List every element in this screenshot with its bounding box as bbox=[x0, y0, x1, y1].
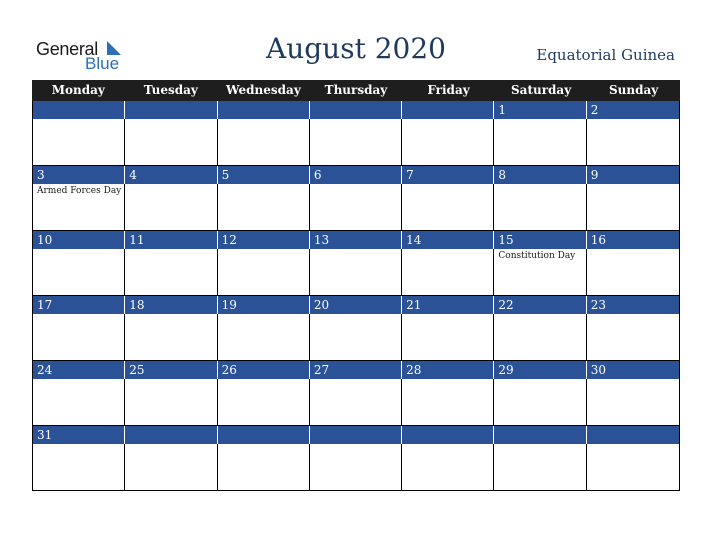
day-number: 3 bbox=[33, 166, 125, 184]
day-number bbox=[125, 426, 217, 444]
day-cell[interactable] bbox=[587, 444, 679, 490]
day-cell[interactable]: Armed Forces Day bbox=[33, 184, 125, 230]
day-cell[interactable] bbox=[125, 314, 217, 360]
weekday-header bbox=[32, 80, 680, 101]
day-cell[interactable] bbox=[494, 444, 586, 490]
day-number: 27 bbox=[310, 361, 402, 379]
day-number: 9 bbox=[590, 168, 599, 182]
day-number: 21 bbox=[402, 296, 494, 314]
weekday-sunday: Sunday bbox=[609, 83, 659, 97]
day-cell[interactable] bbox=[587, 119, 679, 165]
day-cell[interactable] bbox=[310, 184, 402, 230]
day-number: 25 bbox=[125, 361, 217, 379]
day-number: 6 bbox=[310, 166, 402, 184]
day-number bbox=[310, 426, 402, 444]
weeks-container bbox=[32, 101, 680, 491]
week-row bbox=[32, 361, 680, 426]
day-cell[interactable] bbox=[587, 249, 679, 295]
day-cell[interactable] bbox=[125, 249, 217, 295]
day-cell[interactable] bbox=[587, 184, 679, 230]
weekday-monday: Monday bbox=[51, 83, 105, 97]
day-number: 19 bbox=[218, 296, 310, 314]
week-row bbox=[32, 296, 680, 361]
day-number: 18 bbox=[125, 296, 217, 314]
week-date-band bbox=[33, 361, 679, 379]
day-number: 4 bbox=[125, 166, 217, 184]
day-cell[interactable] bbox=[402, 314, 494, 360]
day-cell[interactable] bbox=[587, 379, 679, 425]
day-number: 12 bbox=[218, 231, 310, 249]
day-cell[interactable] bbox=[33, 444, 125, 490]
day-cell[interactable] bbox=[125, 379, 217, 425]
day-cell[interactable] bbox=[494, 314, 586, 360]
week-date-band bbox=[33, 426, 679, 444]
day-number bbox=[402, 101, 494, 119]
weekday-thursday: Thursday bbox=[324, 83, 388, 97]
day-number: 7 bbox=[402, 166, 494, 184]
day-cell[interactable] bbox=[402, 119, 494, 165]
week-row bbox=[32, 101, 680, 166]
day-cell[interactable] bbox=[125, 444, 217, 490]
day-number bbox=[33, 101, 125, 119]
week-date-band bbox=[33, 101, 679, 119]
day-cell[interactable] bbox=[494, 184, 586, 230]
day-number: 26 bbox=[218, 361, 310, 379]
day-cell[interactable] bbox=[310, 119, 402, 165]
day-number bbox=[494, 426, 586, 444]
day-cell[interactable] bbox=[494, 379, 586, 425]
day-number: 14 bbox=[402, 231, 494, 249]
day-number bbox=[218, 426, 310, 444]
day-cell[interactable] bbox=[587, 314, 679, 360]
weekday-wednesday: Wednesday bbox=[226, 83, 301, 97]
day-cell[interactable] bbox=[218, 444, 310, 490]
day-cell[interactable] bbox=[218, 379, 310, 425]
day-number: 15 bbox=[494, 231, 586, 249]
day-cell[interactable] bbox=[310, 379, 402, 425]
day-number: 10 bbox=[33, 231, 125, 249]
week-event-area bbox=[33, 249, 679, 296]
week-row bbox=[32, 166, 680, 231]
day-number: 1 bbox=[494, 101, 586, 119]
weekday-tuesday: Tuesday bbox=[143, 83, 198, 97]
day-cell[interactable] bbox=[494, 119, 586, 165]
calendar-grid bbox=[32, 80, 680, 491]
week-date-band bbox=[33, 296, 679, 314]
day-cell[interactable] bbox=[402, 379, 494, 425]
day-number: 31 bbox=[33, 426, 125, 444]
day-number: 28 bbox=[402, 361, 494, 379]
day-number bbox=[125, 101, 217, 119]
day-number bbox=[310, 101, 402, 119]
day-number: 2 bbox=[590, 103, 599, 117]
weekday-saturday: Saturday bbox=[511, 83, 572, 97]
day-cell[interactable] bbox=[33, 249, 125, 295]
day-cell[interactable] bbox=[33, 314, 125, 360]
week-event-area bbox=[33, 119, 679, 166]
week-date-band bbox=[33, 166, 679, 184]
day-cell[interactable] bbox=[218, 314, 310, 360]
day-cell[interactable] bbox=[218, 184, 310, 230]
day-number bbox=[402, 426, 494, 444]
week-event-area bbox=[33, 314, 679, 361]
day-number bbox=[218, 101, 310, 119]
day-cell[interactable] bbox=[125, 119, 217, 165]
day-cell[interactable] bbox=[125, 184, 217, 230]
country-name: Equatorial Guinea bbox=[536, 46, 675, 64]
day-cell[interactable] bbox=[218, 249, 310, 295]
day-cell[interactable] bbox=[310, 249, 402, 295]
week-event-area bbox=[33, 184, 679, 231]
day-cell[interactable] bbox=[218, 119, 310, 165]
calendar-title: August 2020 bbox=[266, 32, 446, 65]
day-cell[interactable] bbox=[310, 314, 402, 360]
day-number: 11 bbox=[125, 231, 217, 249]
day-number: 22 bbox=[494, 296, 586, 314]
weekday-friday: Friday bbox=[427, 83, 470, 97]
logo-text-blue: Blue bbox=[85, 54, 120, 73]
day-number: 16 bbox=[590, 233, 606, 247]
day-cell[interactable] bbox=[402, 444, 494, 490]
week-row bbox=[32, 426, 680, 491]
day-number: 8 bbox=[494, 166, 586, 184]
day-cell[interactable] bbox=[33, 379, 125, 425]
day-number: 17 bbox=[33, 296, 125, 314]
day-cell[interactable] bbox=[310, 444, 402, 490]
day-number: 24 bbox=[33, 361, 125, 379]
day-number: 13 bbox=[310, 231, 402, 249]
week-event-area bbox=[33, 444, 679, 491]
day-cell[interactable] bbox=[402, 184, 494, 230]
day-number: 23 bbox=[590, 298, 606, 312]
day-number: 30 bbox=[590, 363, 606, 377]
week-date-band bbox=[33, 231, 679, 249]
day-cell[interactable] bbox=[33, 119, 125, 165]
day-number: 20 bbox=[310, 296, 402, 314]
day-cell[interactable] bbox=[402, 249, 494, 295]
day-number bbox=[587, 426, 679, 444]
day-number: 29 bbox=[494, 361, 586, 379]
week-event-area bbox=[33, 379, 679, 426]
day-cell[interactable]: Constitution Day bbox=[494, 249, 586, 295]
week-row bbox=[32, 231, 680, 296]
day-number: 5 bbox=[218, 166, 310, 184]
logo-text-general: General bbox=[36, 39, 98, 59]
